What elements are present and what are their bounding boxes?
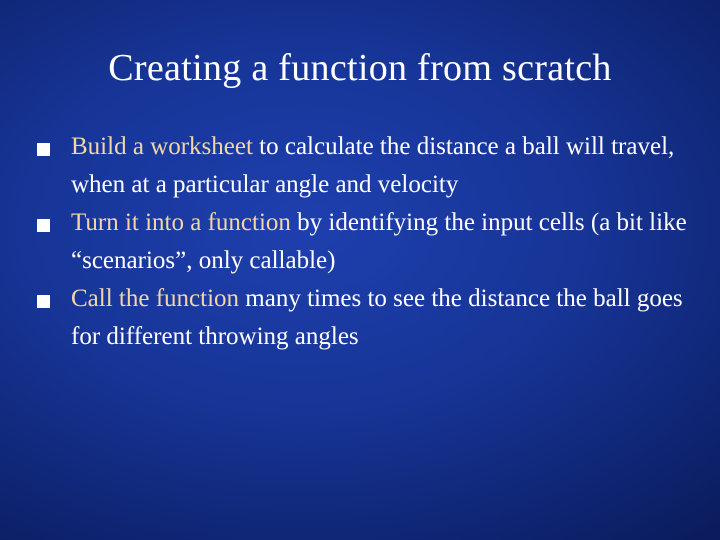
bullet-list [35, 128, 705, 356]
square-bullet-icon [37, 219, 50, 232]
bullet-item-worksheet [35, 128, 705, 204]
bullet-item-call [35, 280, 705, 356]
bullet-text: to calculate the distance a ball will travel, when at a particular angle and velocity [71, 133, 675, 198]
bullet-text: many times to see the distance the ball goes for different throwing angles [71, 285, 683, 350]
bullet-highlight: Turn it into a function [71, 209, 291, 236]
bullet-highlight: Build a worksheet [71, 133, 253, 160]
bullet-text: by identifying the input cells (a bit like “scenarios”, only callable) [71, 209, 687, 274]
bullet-item-function [35, 204, 705, 280]
slide-title: Creating a function from scratch [108, 47, 612, 89]
square-bullet-icon [37, 295, 50, 308]
square-bullet-icon [37, 143, 50, 156]
bullet-highlight: Call the function [71, 285, 240, 312]
